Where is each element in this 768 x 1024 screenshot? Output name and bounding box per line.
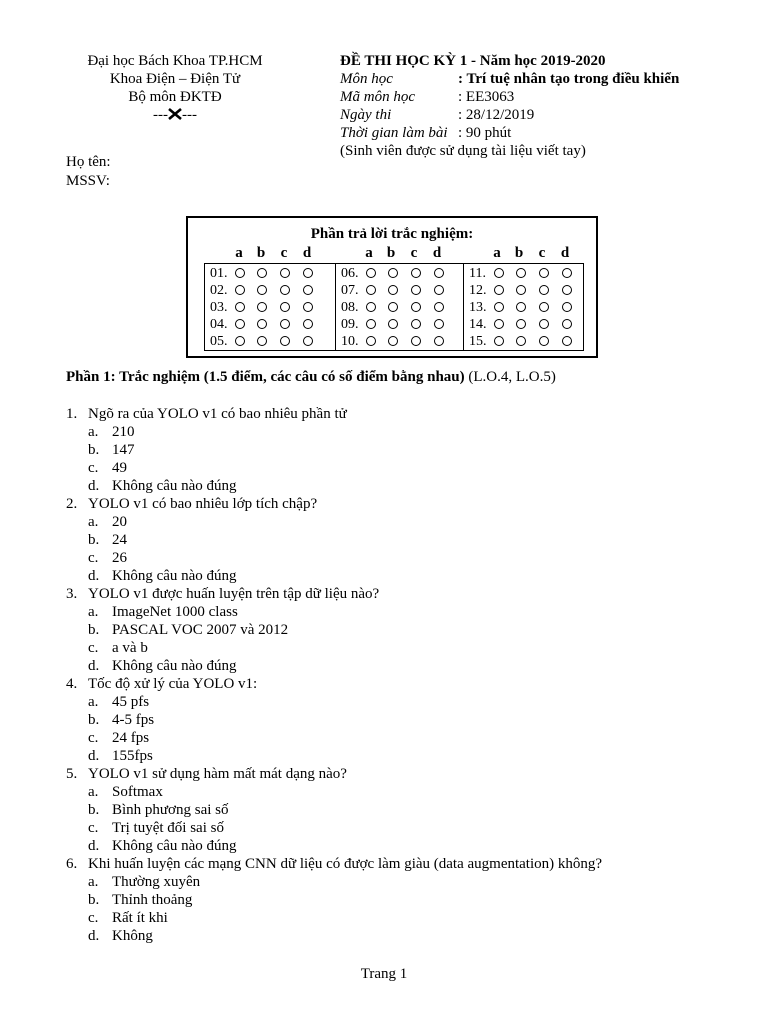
option-letter: b xyxy=(386,245,396,261)
question-number: 3. xyxy=(66,586,78,602)
question-number: 6. xyxy=(66,856,78,872)
option-text: 49 xyxy=(112,460,127,476)
option-text: PASCAL VOC 2007 và 2012 xyxy=(112,622,289,638)
school-header xyxy=(60,52,290,124)
answer-row xyxy=(210,316,330,333)
answer-bubble[interactable] xyxy=(494,302,504,312)
option-label: b. xyxy=(88,532,100,548)
answer-bubble[interactable] xyxy=(516,336,526,346)
answer-bubble[interactable] xyxy=(562,336,572,346)
answer-number: 11. xyxy=(469,266,486,281)
answer-option xyxy=(66,729,602,747)
answer-option xyxy=(66,909,602,927)
option-text: Không xyxy=(112,928,153,944)
answer-bubble[interactable] xyxy=(434,268,444,278)
ornament-dashes-left: --- xyxy=(153,107,168,123)
question xyxy=(66,405,602,495)
option-label: d. xyxy=(88,748,100,764)
question-number: 4. xyxy=(66,676,78,692)
exam-info-label: Mã môn học xyxy=(340,89,415,105)
answer-bubble[interactable] xyxy=(388,336,398,346)
answer-sheet xyxy=(186,216,598,358)
answer-bubble[interactable] xyxy=(434,302,444,312)
option-label: d. xyxy=(88,658,100,674)
university-name: Đại học Bách Khoa TP.HCM xyxy=(87,53,263,69)
answer-bubble[interactable] xyxy=(411,336,421,346)
answer-bubble[interactable] xyxy=(516,319,526,329)
answer-option xyxy=(66,819,602,837)
option-text: 4-5 fps xyxy=(112,712,155,728)
question xyxy=(66,495,602,585)
answer-bubble[interactable] xyxy=(388,285,398,295)
answer-bubble[interactable] xyxy=(562,319,572,329)
answer-number: 10. xyxy=(341,334,359,349)
option-text: Trị tuyệt đối sai số xyxy=(112,820,224,836)
answer-bubble[interactable] xyxy=(366,302,376,312)
question-number: 2. xyxy=(66,496,78,512)
answer-option xyxy=(66,711,602,729)
answer-bubble[interactable] xyxy=(366,319,376,329)
option-text: Không câu nào đúng xyxy=(112,478,237,494)
answer-column xyxy=(205,264,335,350)
answer-bubble[interactable] xyxy=(516,285,526,295)
answer-number: 02. xyxy=(210,283,228,298)
option-letter: c xyxy=(538,245,546,261)
option-label: c. xyxy=(88,820,99,836)
answer-bubble[interactable] xyxy=(235,268,245,278)
part1-heading xyxy=(66,369,556,386)
answer-number: 01. xyxy=(210,266,228,281)
student-info xyxy=(66,153,111,191)
answer-bubble[interactable] xyxy=(434,336,444,346)
answer-row xyxy=(210,265,330,282)
part1-title: Phần 1: Trắc nghiệm (1.5 điểm, các câu có số điểm bằng nhau) xyxy=(66,369,465,385)
exam-info-row xyxy=(340,106,679,124)
question-list xyxy=(66,405,602,945)
question-stem xyxy=(66,675,602,693)
option-text: 45 pfs xyxy=(112,694,150,710)
answer-bubble[interactable] xyxy=(366,268,376,278)
answer-bubble[interactable] xyxy=(388,268,398,278)
answer-option xyxy=(66,603,602,621)
option-text: Không câu nào đúng xyxy=(112,568,237,584)
answer-option xyxy=(66,513,602,531)
answer-option xyxy=(66,567,602,585)
answer-bubble[interactable] xyxy=(280,319,290,329)
option-label: c. xyxy=(88,730,99,746)
part1-lo: (L.O.4, L.O.5) xyxy=(464,369,556,385)
question-number: 5. xyxy=(66,766,78,782)
option-label: b. xyxy=(88,802,100,818)
option-text: Thường xuyên xyxy=(112,874,201,890)
option-text: Rất ít khi xyxy=(112,910,168,926)
answer-bubble[interactable] xyxy=(280,336,290,346)
answer-bubble[interactable] xyxy=(411,319,421,329)
answer-option xyxy=(66,441,602,459)
answer-bubble[interactable] xyxy=(539,336,549,346)
answer-row xyxy=(341,265,461,282)
option-label: b. xyxy=(88,892,100,908)
exam-info-value: : 28/12/2019 xyxy=(458,107,535,123)
question-text: Ngõ ra của YOLO v1 có bao nhiêu phần tử xyxy=(88,406,347,422)
answer-option xyxy=(66,873,602,891)
question-number: 1. xyxy=(66,406,78,422)
answer-option xyxy=(66,549,602,567)
option-label: c. xyxy=(88,640,99,656)
option-letter: c xyxy=(410,245,418,261)
answer-bubble[interactable] xyxy=(303,268,313,278)
answer-bubble[interactable] xyxy=(388,319,398,329)
answer-bubble[interactable] xyxy=(235,285,245,295)
option-label: a. xyxy=(88,424,99,440)
exam-header xyxy=(340,52,679,160)
answer-bubble[interactable] xyxy=(235,336,245,346)
exam-title: ĐỀ THI HỌC KỲ 1 - Năm học 2019-2020 xyxy=(340,53,606,69)
option-text: Không câu nào đúng xyxy=(112,838,237,854)
cross-ornament-icon xyxy=(168,108,182,120)
answer-column xyxy=(335,264,464,350)
option-text: Bình phương sai số xyxy=(112,802,229,818)
exam-info-label: Ngày thi xyxy=(340,107,392,123)
answer-option xyxy=(66,783,602,801)
answer-grid xyxy=(204,263,584,351)
question-stem xyxy=(66,405,602,423)
answer-bubble[interactable] xyxy=(539,319,549,329)
question-text: Khi huấn luyện các mạng CNN dữ liệu có được làm giàu (data augmentation) không? xyxy=(88,856,603,872)
answer-bubble[interactable] xyxy=(257,336,267,346)
option-text: Thỉnh thoảng xyxy=(112,892,193,908)
option-letter: b xyxy=(514,245,524,261)
answer-number: 03. xyxy=(210,300,228,315)
option-label: d. xyxy=(88,478,100,494)
question-stem xyxy=(66,585,602,603)
option-letter: a xyxy=(365,245,373,261)
option-letter: d xyxy=(432,245,442,261)
option-text: 24 fps xyxy=(112,730,150,746)
answer-bubble[interactable] xyxy=(366,336,376,346)
answer-bubble[interactable] xyxy=(434,285,444,295)
answer-bubble[interactable] xyxy=(562,268,572,278)
question-stem xyxy=(66,855,602,873)
option-label: a. xyxy=(88,604,99,620)
option-label: a. xyxy=(88,694,99,710)
answer-bubble[interactable] xyxy=(539,302,549,312)
answer-bubble[interactable] xyxy=(494,268,504,278)
exam-info-row xyxy=(340,70,679,88)
answer-bubble[interactable] xyxy=(303,336,313,346)
ornament-dashes-right: --- xyxy=(182,107,197,123)
question-stem xyxy=(66,765,602,783)
answer-bubble[interactable] xyxy=(257,302,267,312)
answer-bubble[interactable] xyxy=(411,285,421,295)
question xyxy=(66,765,602,855)
option-label: d. xyxy=(88,568,100,584)
ornament xyxy=(60,106,290,124)
answer-bubble[interactable] xyxy=(280,285,290,295)
answer-bubble[interactable] xyxy=(411,268,421,278)
answer-bubble[interactable] xyxy=(494,336,504,346)
answer-bubble[interactable] xyxy=(257,285,267,295)
option-text: 210 xyxy=(112,424,135,440)
answer-number: 08. xyxy=(341,300,359,315)
answer-option xyxy=(66,693,602,711)
answer-sheet-title: Phần trả lời trắc nghiệm: xyxy=(310,226,474,242)
answer-bubble[interactable] xyxy=(562,302,572,312)
answer-row xyxy=(210,282,330,299)
answer-option xyxy=(66,423,602,441)
answer-number: 05. xyxy=(210,334,228,349)
question-text: YOLO v1 sử dụng hàm mất mát dạng nào? xyxy=(88,766,347,782)
exam-info-value: : 90 phút xyxy=(458,125,512,141)
answer-option xyxy=(66,891,602,909)
option-label: c. xyxy=(88,550,99,566)
exam-info-row xyxy=(340,124,679,142)
answer-number: 12. xyxy=(469,283,487,298)
answer-bubble[interactable] xyxy=(539,285,549,295)
answer-option xyxy=(66,531,602,549)
option-label: b. xyxy=(88,622,100,638)
option-label: d. xyxy=(88,838,100,854)
answer-row xyxy=(210,299,330,316)
answer-number: 07. xyxy=(341,283,359,298)
option-text: Softmax xyxy=(112,784,163,800)
answer-row xyxy=(341,316,461,333)
answer-option xyxy=(66,459,602,477)
option-text: 20 xyxy=(112,514,127,530)
answer-bubble[interactable] xyxy=(303,302,313,312)
exam-info-row xyxy=(340,88,679,106)
option-text: a và b xyxy=(112,640,148,656)
answer-option xyxy=(66,477,602,495)
answer-bubble[interactable] xyxy=(494,285,504,295)
option-label: a. xyxy=(88,784,99,800)
option-letter: a xyxy=(493,245,501,261)
exam-info-value: : Trí tuệ nhân tạo trong điều khiển xyxy=(458,71,680,87)
answer-bubble[interactable] xyxy=(516,302,526,312)
exam-info-label: Thời gian làm bài xyxy=(340,125,448,141)
option-text: 147 xyxy=(112,442,135,458)
exam-info-value: : EE3063 xyxy=(458,89,515,105)
question-text: YOLO v1 được huấn luyện trên tập dữ liệu nào? xyxy=(88,586,380,602)
answer-option xyxy=(66,621,602,639)
answer-bubble[interactable] xyxy=(235,302,245,312)
option-label: a. xyxy=(88,874,99,890)
answer-option xyxy=(66,927,602,945)
answer-bubble[interactable] xyxy=(516,268,526,278)
answer-bubble[interactable] xyxy=(280,302,290,312)
answer-row xyxy=(341,282,461,299)
option-label: c. xyxy=(88,460,99,476)
answer-column xyxy=(463,264,588,350)
answer-number: 06. xyxy=(341,266,359,281)
question-text: Tốc độ xử lý của YOLO v1: xyxy=(88,676,258,692)
answer-number: 14. xyxy=(469,317,487,332)
option-label: d. xyxy=(88,928,100,944)
answer-option xyxy=(66,657,602,675)
question-text: YOLO v1 có bao nhiêu lớp tích chập? xyxy=(88,496,318,512)
answer-number: 13. xyxy=(469,300,487,315)
answer-row xyxy=(469,316,589,333)
option-letter: d xyxy=(302,245,312,261)
student-name-label: Họ tên: xyxy=(66,154,111,170)
option-letter: a xyxy=(235,245,243,261)
faculty-name: Khoa Điện – Điện Tử xyxy=(109,71,241,87)
student-id-label: MSSV: xyxy=(66,173,110,189)
answer-bubble[interactable] xyxy=(257,319,267,329)
exam-info xyxy=(340,70,679,142)
answer-number: 15. xyxy=(469,334,487,349)
option-letter: c xyxy=(280,245,288,261)
answer-bubble[interactable] xyxy=(366,285,376,295)
option-letter: d xyxy=(560,245,570,261)
answer-bubble[interactable] xyxy=(257,268,267,278)
answer-bubble[interactable] xyxy=(235,319,245,329)
answer-option xyxy=(66,837,602,855)
answer-bubble[interactable] xyxy=(494,319,504,329)
option-letter: b xyxy=(256,245,266,261)
question xyxy=(66,855,602,945)
option-label: b. xyxy=(88,442,100,458)
page-footer: Trang 1 xyxy=(360,966,408,982)
answer-option xyxy=(66,747,602,765)
option-label: a. xyxy=(88,514,99,530)
answer-bubble[interactable] xyxy=(411,302,421,312)
answer-bubble[interactable] xyxy=(539,268,549,278)
option-label: b. xyxy=(88,712,100,728)
answer-row xyxy=(469,333,589,350)
option-text: 26 xyxy=(112,550,127,566)
option-text: Không câu nào đúng xyxy=(112,658,237,674)
option-text: ImageNet 1000 class xyxy=(112,604,238,620)
answer-row xyxy=(341,333,461,350)
answer-bubble[interactable] xyxy=(303,285,313,295)
option-label: c. xyxy=(88,910,99,926)
answer-row xyxy=(341,299,461,316)
answer-row xyxy=(469,299,589,316)
answer-row xyxy=(210,333,330,350)
answer-bubble[interactable] xyxy=(434,319,444,329)
answer-option xyxy=(66,801,602,819)
department-name: Bộ môn ĐKTĐ xyxy=(128,89,222,105)
answer-row xyxy=(469,282,589,299)
answer-bubble[interactable] xyxy=(303,319,313,329)
answer-number: 09. xyxy=(341,317,359,332)
answer-bubble[interactable] xyxy=(562,285,572,295)
exam-info-label: Môn học xyxy=(340,71,393,87)
answer-row xyxy=(469,265,589,282)
exam-note: (Sinh viên được sử dụng tài liệu viết tay) xyxy=(340,143,586,159)
question xyxy=(66,675,602,765)
option-text: 155fps xyxy=(112,748,153,764)
answer-option xyxy=(66,639,602,657)
question xyxy=(66,585,602,675)
option-text: 24 xyxy=(112,532,127,548)
answer-bubble[interactable] xyxy=(388,302,398,312)
answer-number: 04. xyxy=(210,317,228,332)
answer-bubble[interactable] xyxy=(280,268,290,278)
question-stem xyxy=(66,495,602,513)
